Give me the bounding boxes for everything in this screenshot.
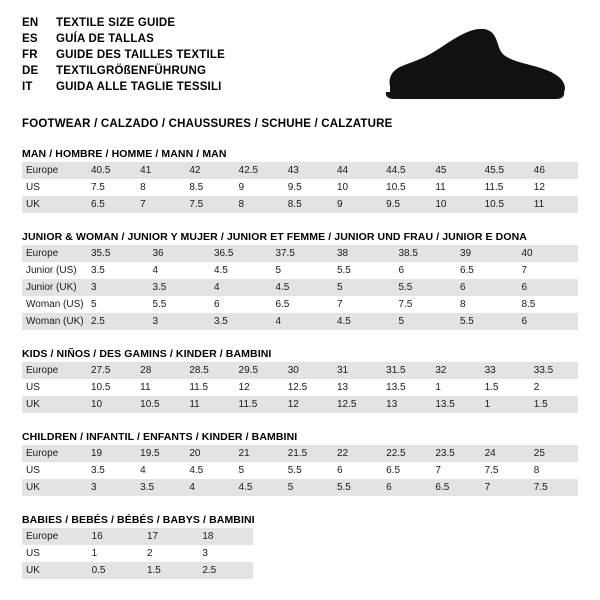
size-cell: 8 <box>529 462 578 479</box>
row-label: US <box>22 179 86 196</box>
language-code: IT <box>22 81 33 93</box>
row-label: UK <box>22 479 86 496</box>
size-cell: 7 <box>480 479 529 496</box>
size-cell: 3.5 <box>209 313 271 330</box>
size-cell: 45.5 <box>480 162 529 179</box>
size-cell: 7 <box>332 296 394 313</box>
size-cell: 36 <box>147 245 209 262</box>
row-label: US <box>22 379 86 396</box>
size-cell: 4.5 <box>332 313 394 330</box>
size-cell: 6.5 <box>430 479 479 496</box>
table-row <box>22 262 578 279</box>
language-title: TEXTILGRÖßENFÜHRUNG <box>56 65 207 77</box>
size-cell: 9.5 <box>283 179 332 196</box>
size-table <box>22 362 578 413</box>
table-row <box>22 445 578 462</box>
size-cell: 1.5 <box>529 396 578 413</box>
language-code: EN <box>22 17 39 29</box>
size-cell: 6 <box>381 479 430 496</box>
size-cell: 10 <box>332 179 381 196</box>
size-cell: 4.5 <box>184 462 233 479</box>
size-cell: 40 <box>516 245 578 262</box>
size-cell: 43 <box>283 162 332 179</box>
size-cell: 5 <box>332 279 394 296</box>
size-cell: 21 <box>234 445 283 462</box>
size-cell: 5.5 <box>147 296 209 313</box>
size-cell: 24 <box>480 445 529 462</box>
size-group-title: MAN / HOMBRE / HOMME / MANN / MAN <box>22 148 227 160</box>
size-cell: 3.5 <box>135 479 184 496</box>
size-cell: 46 <box>529 162 578 179</box>
size-cell: 27.5 <box>86 362 135 379</box>
size-cell: 16 <box>87 528 142 545</box>
table-row <box>22 396 578 413</box>
size-cell: 1.5 <box>480 379 529 396</box>
dress-shoe-icon <box>378 26 568 104</box>
size-cell: 1 <box>480 396 529 413</box>
row-label: Europe <box>22 528 87 545</box>
size-cell: 10.5 <box>135 396 184 413</box>
row-label: Europe <box>22 362 86 379</box>
size-cell: 28 <box>135 362 184 379</box>
size-cell: 10 <box>86 396 135 413</box>
size-cell: 7.5 <box>86 179 135 196</box>
size-cell: 3.5 <box>86 262 148 279</box>
size-cell: 0.5 <box>87 562 142 579</box>
table-row <box>22 279 578 296</box>
size-cell: 12.5 <box>283 379 332 396</box>
size-group <box>22 431 578 496</box>
size-cell: 4 <box>270 313 332 330</box>
row-label: Junior (UK) <box>22 279 86 296</box>
size-cell: 7 <box>430 462 479 479</box>
size-cell: 13.5 <box>381 379 430 396</box>
size-tables-container <box>22 148 578 579</box>
size-cell: 5 <box>234 462 283 479</box>
language-code: DE <box>22 65 39 77</box>
size-cell: 5 <box>393 313 455 330</box>
size-cell: 42 <box>184 162 233 179</box>
size-cell: 3.5 <box>147 279 209 296</box>
table-row <box>22 479 578 496</box>
size-cell: 10 <box>430 196 479 213</box>
size-cell: 37.5 <box>270 245 332 262</box>
size-cell: 5.5 <box>332 262 394 279</box>
size-cell: 36.5 <box>209 245 271 262</box>
size-cell: 29.5 <box>234 362 283 379</box>
size-cell: 8 <box>455 296 517 313</box>
size-cell: 9.5 <box>381 196 430 213</box>
size-cell: 45 <box>430 162 479 179</box>
size-cell: 38 <box>332 245 394 262</box>
row-label: UK <box>22 562 87 579</box>
row-label: UK <box>22 196 86 213</box>
size-cell: 10.5 <box>86 379 135 396</box>
size-group <box>22 148 578 213</box>
size-cell: 11 <box>529 196 578 213</box>
row-label: UK <box>22 396 86 413</box>
size-cell: 12 <box>234 379 283 396</box>
size-cell: 5 <box>86 296 148 313</box>
size-cell: 30 <box>283 362 332 379</box>
row-label: Europe <box>22 445 86 462</box>
size-cell: 18 <box>197 528 252 545</box>
table-row <box>22 362 578 379</box>
size-cell: 40.5 <box>86 162 135 179</box>
size-cell: 13 <box>381 396 430 413</box>
table-row <box>22 196 578 213</box>
size-table <box>22 528 253 579</box>
size-cell: 8 <box>135 179 184 196</box>
size-cell: 6 <box>393 262 455 279</box>
size-cell: 9 <box>234 179 283 196</box>
size-cell: 2 <box>529 379 578 396</box>
size-cell: 42.5 <box>234 162 283 179</box>
size-cell: 11.5 <box>234 396 283 413</box>
size-cell: 10.5 <box>381 179 430 196</box>
size-cell: 8.5 <box>516 296 578 313</box>
size-cell: 4.5 <box>270 279 332 296</box>
size-cell: 7.5 <box>393 296 455 313</box>
table-row <box>22 313 578 330</box>
size-group <box>22 514 578 579</box>
size-cell: 13 <box>332 379 381 396</box>
size-cell: 19 <box>86 445 135 462</box>
row-label: US <box>22 462 86 479</box>
size-cell: 21.5 <box>283 445 332 462</box>
size-cell: 8.5 <box>184 179 233 196</box>
table-row <box>22 562 253 579</box>
size-cell: 8.5 <box>283 196 332 213</box>
size-cell: 9 <box>332 196 381 213</box>
table-row <box>22 179 578 196</box>
size-cell: 4 <box>184 479 233 496</box>
size-cell: 7.5 <box>529 479 578 496</box>
size-cell: 5.5 <box>283 462 332 479</box>
table-row <box>22 545 253 562</box>
size-group <box>22 231 578 330</box>
size-cell: 2.5 <box>197 562 252 579</box>
table-row <box>22 245 578 262</box>
row-label: Woman (UK) <box>22 313 86 330</box>
size-cell: 31 <box>332 362 381 379</box>
size-cell: 3 <box>86 279 148 296</box>
language-title: GUIDA ALLE TAGLIE TESSILI <box>56 81 222 93</box>
size-cell: 3 <box>86 479 135 496</box>
language-title: GUIDE DES TAILLES TEXTILE <box>56 49 225 61</box>
size-cell: 17 <box>142 528 197 545</box>
size-table <box>22 245 578 330</box>
size-cell: 4 <box>147 262 209 279</box>
size-cell: 35.5 <box>86 245 148 262</box>
table-row <box>22 462 578 479</box>
size-cell: 1 <box>430 379 479 396</box>
size-cell: 12 <box>529 179 578 196</box>
row-label: Woman (US) <box>22 296 86 313</box>
size-cell: 44.5 <box>381 162 430 179</box>
size-cell: 38.5 <box>393 245 455 262</box>
size-cell: 25 <box>529 445 578 462</box>
row-label: Junior (US) <box>22 262 86 279</box>
language-title: TEXTILE SIZE GUIDE <box>56 17 176 29</box>
size-cell: 6 <box>516 313 578 330</box>
size-group-title: JUNIOR & WOMAN / JUNIOR Y MUJER / JUNIOR ET FEMME / JUNIOR UND FRAU / JUNIOR E DONA <box>22 231 527 243</box>
size-cell: 12.5 <box>332 396 381 413</box>
size-cell: 6.5 <box>270 296 332 313</box>
size-cell: 11.5 <box>480 179 529 196</box>
size-cell: 44 <box>332 162 381 179</box>
size-cell: 4.5 <box>209 262 271 279</box>
size-cell: 11 <box>430 179 479 196</box>
size-cell: 6 <box>516 279 578 296</box>
size-cell: 28.5 <box>184 362 233 379</box>
size-cell: 32 <box>430 362 479 379</box>
size-cell: 3 <box>197 545 252 562</box>
size-cell: 20 <box>184 445 233 462</box>
footwear-section-title: FOOTWEAR / CALZADO / CHAUSSURES / SCHUHE / CALZATURE <box>22 118 393 130</box>
size-cell: 6 <box>332 462 381 479</box>
size-cell: 5.5 <box>393 279 455 296</box>
size-cell: 4 <box>135 462 184 479</box>
size-cell: 2.5 <box>86 313 148 330</box>
size-cell: 5 <box>270 262 332 279</box>
size-cell: 22.5 <box>381 445 430 462</box>
size-table <box>22 162 578 213</box>
size-cell: 11 <box>184 396 233 413</box>
size-cell: 11 <box>135 379 184 396</box>
size-cell: 3 <box>147 313 209 330</box>
size-cell: 31.5 <box>381 362 430 379</box>
size-table <box>22 445 578 496</box>
size-cell: 7 <box>516 262 578 279</box>
row-label: Europe <box>22 162 86 179</box>
size-cell: 39 <box>455 245 517 262</box>
size-cell: 6.5 <box>381 462 430 479</box>
size-cell: 12 <box>283 396 332 413</box>
table-row <box>22 162 578 179</box>
size-cell: 4 <box>209 279 271 296</box>
size-cell: 6.5 <box>86 196 135 213</box>
language-title-list <box>22 16 225 94</box>
size-cell: 5 <box>283 479 332 496</box>
size-cell: 23.5 <box>430 445 479 462</box>
page-header <box>22 16 578 104</box>
size-group-title: CHILDREN / INFANTIL / ENFANTS / KINDER / BAMBINI <box>22 431 298 443</box>
size-cell: 11.5 <box>184 379 233 396</box>
table-row <box>22 528 253 545</box>
size-cell: 1 <box>87 545 142 562</box>
size-cell: 1.5 <box>142 562 197 579</box>
size-cell: 5.5 <box>332 479 381 496</box>
table-row <box>22 379 578 396</box>
size-cell: 8 <box>234 196 283 213</box>
size-cell: 7.5 <box>184 196 233 213</box>
row-label: US <box>22 545 87 562</box>
size-cell: 33.5 <box>529 362 578 379</box>
language-code: ES <box>22 33 38 45</box>
size-cell: 41 <box>135 162 184 179</box>
size-cell: 13.5 <box>430 396 479 413</box>
size-cell: 3.5 <box>86 462 135 479</box>
size-cell: 33 <box>480 362 529 379</box>
size-cell: 19.5 <box>135 445 184 462</box>
size-cell: 7 <box>135 196 184 213</box>
size-cell: 5.5 <box>455 313 517 330</box>
size-cell: 4.5 <box>234 479 283 496</box>
size-cell: 22 <box>332 445 381 462</box>
size-cell: 7.5 <box>480 462 529 479</box>
language-code: FR <box>22 49 38 61</box>
size-cell: 6 <box>455 279 517 296</box>
size-group-title: KIDS / NIÑOS / DES GAMINS / KINDER / BAMBINI <box>22 348 272 360</box>
row-label: Europe <box>22 245 86 262</box>
table-row <box>22 296 578 313</box>
language-title: GUÍA DE TALLAS <box>56 33 154 45</box>
size-group <box>22 348 578 413</box>
size-cell: 6 <box>209 296 271 313</box>
size-cell: 6.5 <box>455 262 517 279</box>
size-cell: 10.5 <box>480 196 529 213</box>
size-cell: 2 <box>142 545 197 562</box>
size-group-title: BABIES / BEBÉS / BÉBÉS / BABYS / BAMBINI <box>22 514 255 526</box>
